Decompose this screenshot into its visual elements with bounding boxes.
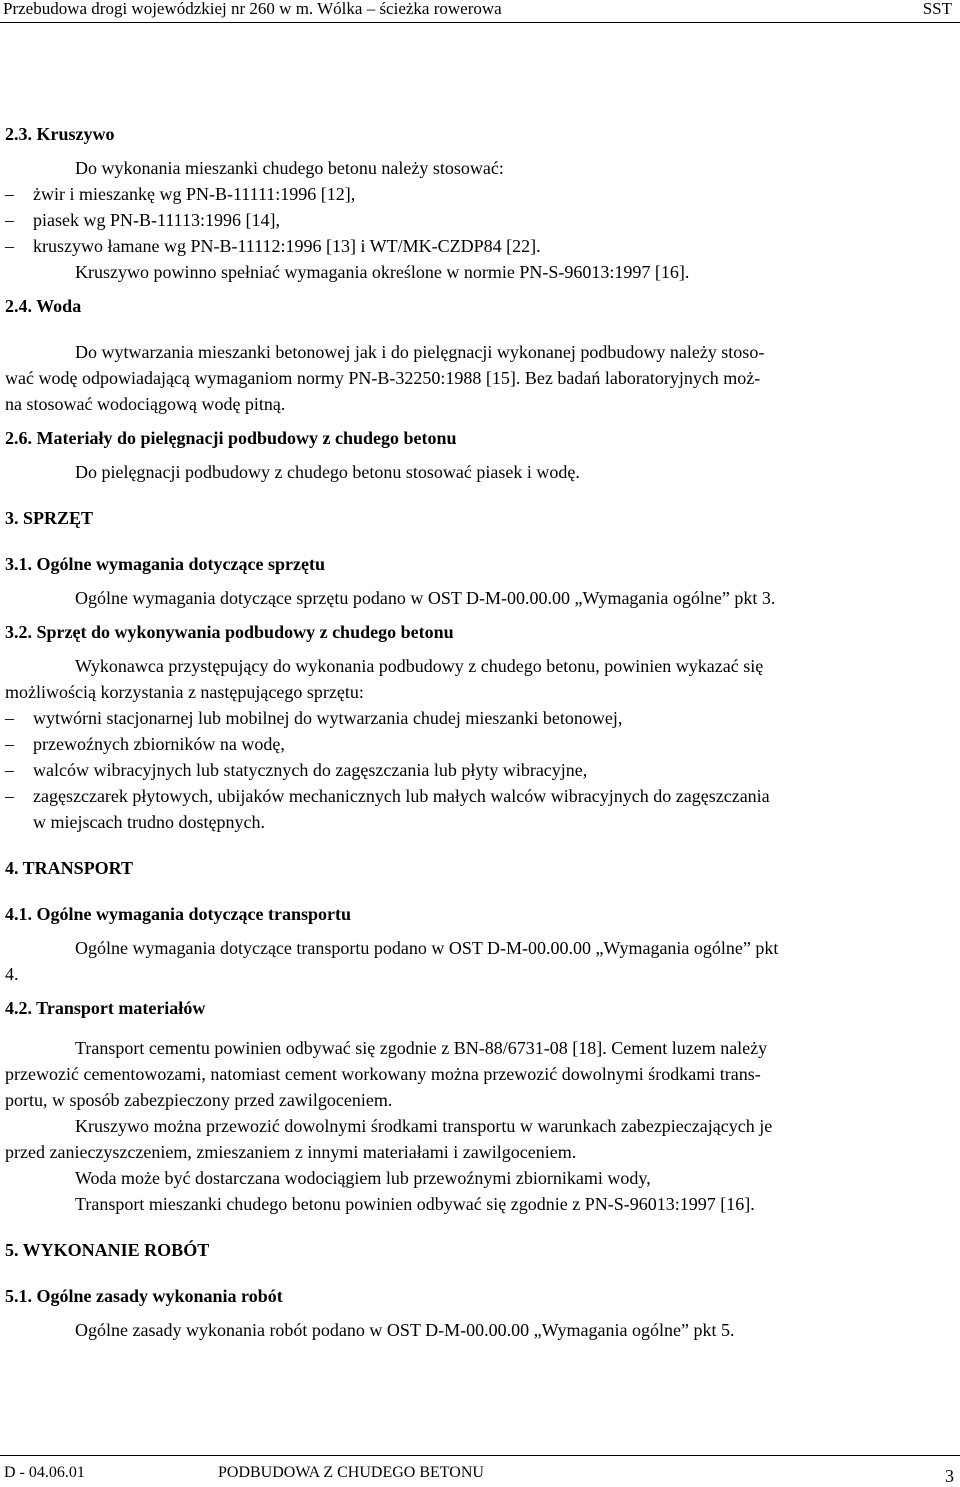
list-item: – żwir i mieszankę wg PN-B-11111:1996 [12], bbox=[5, 184, 356, 204]
list-item: – wytwórni stacjonarnej lub mobilnej do wytwarzania chudej mieszanki betonowej, bbox=[5, 708, 623, 728]
page-number: 3 bbox=[945, 1466, 954, 1486]
section-heading: 4.1. Ogólne wymagania dotyczące transportu bbox=[5, 904, 351, 924]
section-heading: 3.1. Ogólne wymagania dotyczące sprzętu bbox=[5, 554, 325, 574]
section-heading: 2.6. Materiały do pielęgnacji podbudowy z chudego betonu bbox=[5, 428, 457, 448]
footer-spec-code: D - 04.06.01 bbox=[4, 1464, 85, 1481]
paragraph: Do wykonania mieszanki chudego betonu należy stosować: bbox=[75, 158, 504, 178]
list-item: – przewoźnych zbiorników na wodę, bbox=[5, 734, 285, 754]
paragraph-line: 4. bbox=[5, 964, 19, 984]
paragraph-line: przewozić cementowozami, natomiast cement workowany można przewozić dowolnymi środkami trans- bbox=[5, 1064, 761, 1084]
page-footer bbox=[0, 1455, 960, 1486]
chapter-heading: 5. WYKONANIE ROBÓT bbox=[5, 1240, 210, 1260]
paragraph-line: Transport cementu powinien odbywać się zgodnie z BN-88/6731-08 [18]. Cement luzem należy bbox=[75, 1038, 768, 1058]
list-item-continuation: w miejscach trudno dostępnych. bbox=[33, 812, 265, 832]
paragraph: Woda może być dostarczana wodociągiem lub przewoźnymi zbiornikami wody, bbox=[75, 1168, 651, 1188]
paragraph-line: portu, w sposób zabezpieczony przed zawilgoceniem. bbox=[5, 1090, 393, 1110]
paragraph-line: wać wodę odpowiadającą wymaganiom normy PN-B-32250:1988 [15]. Bez badań laboratoryjnych moż- bbox=[5, 368, 761, 388]
paragraph-line: Do wytwarzania mieszanki betonowej jak i do pielęgnacji wykonanej podbudowy należy stoso- bbox=[75, 342, 765, 362]
list-item: – zagęszczarek płytowych, ubijaków mechanicznych lub małych walców wibracyjnych do zagęszczania bbox=[5, 786, 770, 806]
document-body bbox=[5, 121, 959, 1343]
section-heading: 2.4. Woda bbox=[5, 296, 82, 316]
paragraph: Ogólne zasady wykonania robót podano w OST D-M-00.00.00 „Wymagania ogólne” pkt 5. bbox=[75, 1320, 735, 1340]
chapter-heading: 4. TRANSPORT bbox=[5, 858, 134, 878]
section-heading: 4.2. Transport materiałów bbox=[5, 998, 206, 1018]
list-item: – piasek wg PN-B-11113:1996 [14], bbox=[5, 210, 280, 230]
paragraph-line: Ogólne wymagania dotyczące transportu podano w OST D-M-00.00.00 „Wymagania ogólne” pkt bbox=[75, 938, 779, 958]
paragraph: Transport mieszanki chudego betonu powinien odbywać się zgodnie z PN-S-96013:1997 [16]. bbox=[75, 1194, 755, 1214]
chapter-heading: 3. SPRZĘT bbox=[5, 508, 94, 528]
section-heading: 5.1. Ogólne zasady wykonania robót bbox=[5, 1286, 283, 1306]
paragraph: Do pielęgnacji podbudowy z chudego betonu stosować piasek i wodę. bbox=[75, 462, 580, 482]
paragraph-line: na stosować wodociągową wodę pitną. bbox=[5, 394, 286, 414]
list-item: – walców wibracyjnych lub statycznych do zagęszczania lub płyty wibracyjne, bbox=[5, 760, 588, 780]
list-item: – kruszywo łamane wg PN-B-11112:1996 [13] i WT/MK-CZDP84 [22]. bbox=[5, 236, 541, 256]
paragraph-line: przed zanieczyszczeniem, zmieszaniem z innymi materiałami i zawilgoceniem. bbox=[5, 1142, 577, 1162]
paragraph-line: Wykonawca przystępujący do wykonania podbudowy z chudego betonu, powinien wykazać się bbox=[75, 656, 764, 676]
paragraph-line: możliwością korzystania z następującego sprzętu: bbox=[5, 682, 364, 702]
paragraph: Ogólne wymagania dotyczące sprzętu podano w OST D-M-00.00.00 „Wymagania ogólne” pkt 3. bbox=[75, 588, 776, 608]
section-heading: 2.3. Kruszywo bbox=[5, 124, 115, 144]
section-heading: 3.2. Sprzęt do wykonywania podbudowy z chudego betonu bbox=[5, 622, 454, 642]
header-code: SST bbox=[922, 0, 952, 18]
footer-title: PODBUDOWA Z CHUDEGO BETONU bbox=[218, 1464, 484, 1481]
page-header bbox=[0, 0, 960, 23]
paragraph-line: Kruszywo można przewozić dowolnymi środkami transportu w warunkach zabezpieczających je bbox=[75, 1116, 773, 1136]
paragraph: Kruszywo powinno spełniać wymagania określone w normie PN-S-96013:1997 [16]. bbox=[75, 262, 690, 282]
header-title: Przebudowa drogi wojewódzkiej nr 260 w m. Wólka – ścieżka rowerowa bbox=[3, 0, 502, 18]
